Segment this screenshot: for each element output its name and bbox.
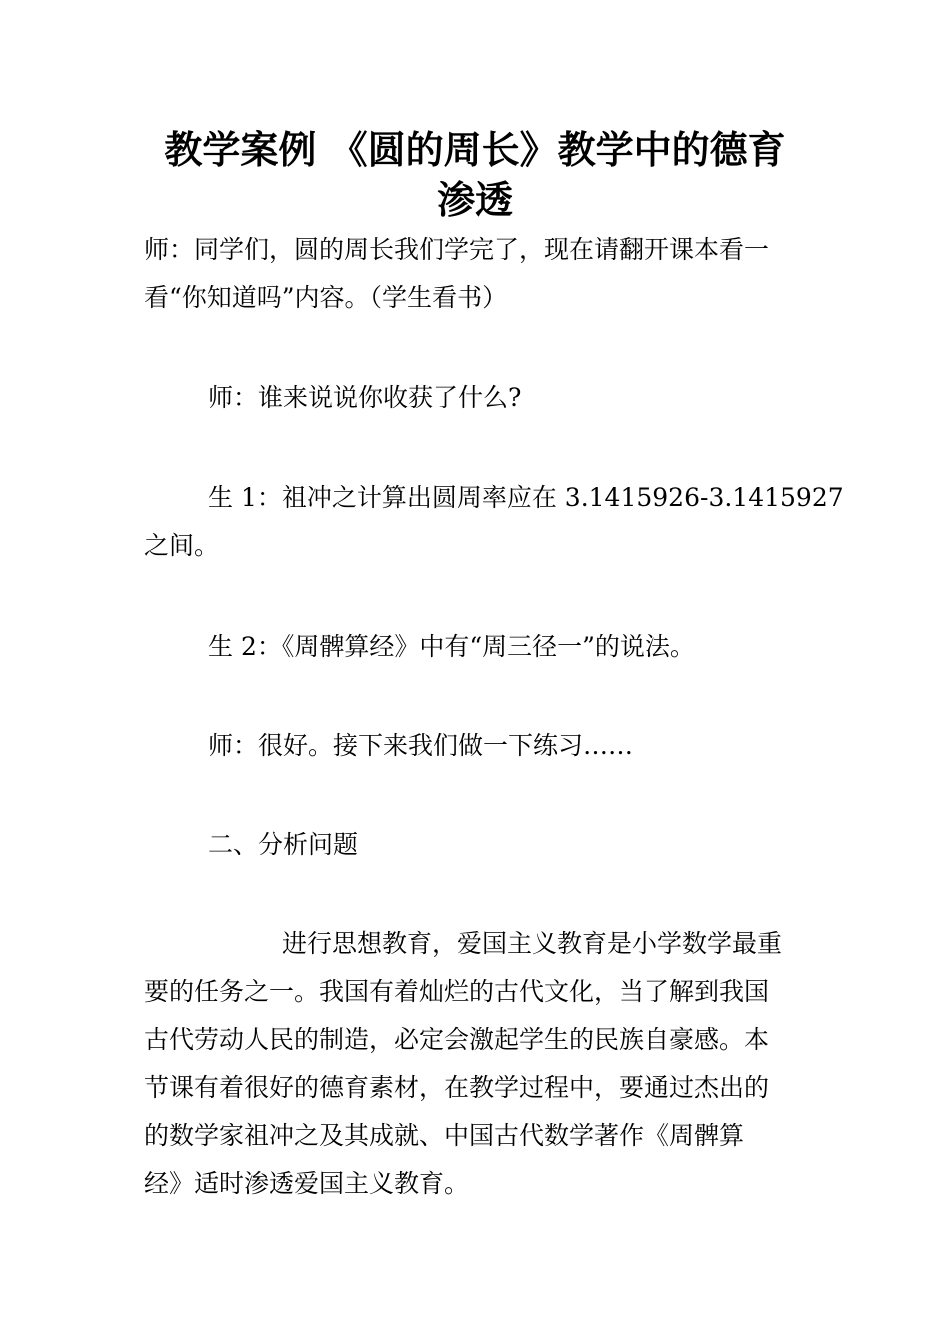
- paragraph-analysis: [144, 920, 806, 1208]
- title-line-2: 渗透: [436, 178, 513, 222]
- text-line: 生 1：祖冲之计算出圆周率应在 3.1415926-3.1415927: [208, 483, 844, 512]
- paragraph-student-2: [144, 623, 806, 671]
- paragraph-teacher-question: [144, 374, 806, 422]
- paragraph-teacher-intro: [144, 226, 806, 322]
- text-line: 经》适时渗透爱国主义教育。: [144, 1169, 470, 1198]
- text-line: 进行思想教育，爱国主义教育是小学数学最重: [282, 929, 783, 958]
- section-heading-analysis: [144, 821, 806, 869]
- text-line: 看“你知道吗”内容。（学生看书）: [144, 283, 508, 312]
- text-line: 师：同学们，圆的周长我们学完了，现在请翻开课本看一: [144, 235, 770, 264]
- text-line: 古代劳动人民的制造，必定会激起学生的民族自豪感。本: [144, 1025, 770, 1054]
- text-line: 之间。: [144, 531, 220, 560]
- paragraph-student-1: [144, 474, 844, 570]
- text-line: 二、分析问题: [208, 830, 359, 859]
- document-title: [100, 125, 850, 225]
- title-line-1: 教学案例 《圆的周长》教学中的德育: [164, 128, 786, 172]
- text-line: 师：谁来说说你收获了什么?: [208, 383, 522, 412]
- text-line: 节课有着很好的德育素材，在教学过程中，要通过杰出的: [144, 1073, 770, 1102]
- paragraph-teacher-praise: [144, 722, 806, 770]
- text-line: 生 2：《周髀算经》中有“周三径一”的说法。: [208, 632, 695, 661]
- text-line: 师：很好。接下来我们做一下练习……: [208, 731, 634, 760]
- text-line: 要的任务之一。我国有着灿烂的古代文化，当了解到我国: [144, 977, 770, 1006]
- text-line: 的数学家祖冲之及其成就、中国古代数学著作《周髀算: [144, 1121, 745, 1150]
